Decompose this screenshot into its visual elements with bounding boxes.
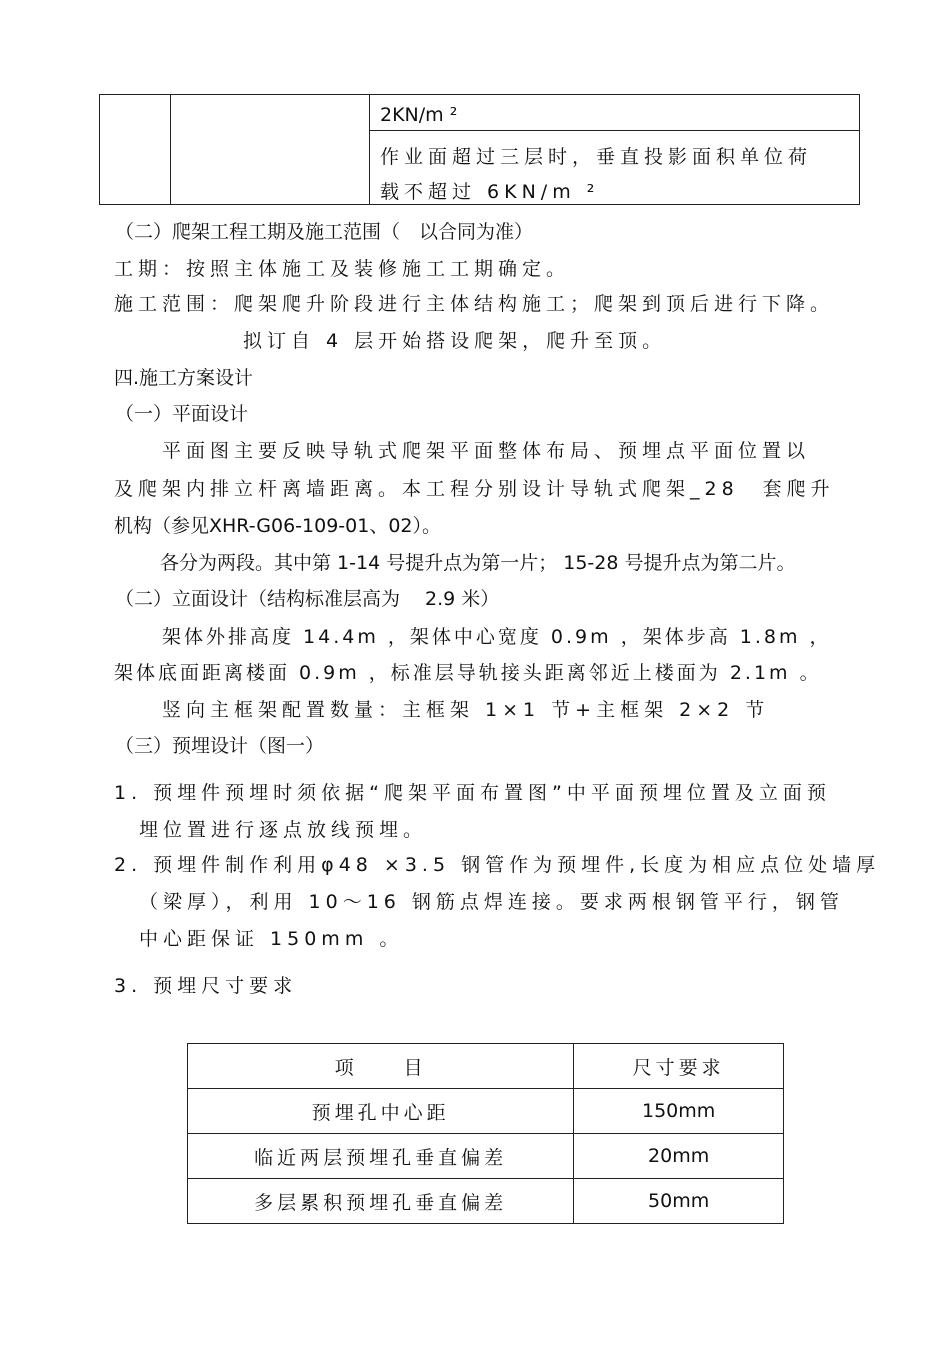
section-heading-design: 四.施工方案设计	[114, 367, 254, 389]
embed-design-heading: （三）预埋设计（图一）	[115, 735, 325, 757]
table-border-left	[99, 94, 100, 205]
table-border-bottom	[99, 204, 860, 205]
embed-item2-line2: （梁厚），利用 10～16 钢筋点焊连接。要求两根钢管平行，钢管	[139, 891, 844, 913]
embed-item1-line2: 埋位置进行逐点放线预埋。	[139, 819, 428, 841]
header-requirement: 尺寸要求	[574, 1044, 784, 1089]
table-divider-1	[170, 94, 171, 205]
table-header-row	[188, 1044, 784, 1089]
table-row	[188, 1089, 784, 1134]
table-border-right	[859, 94, 860, 205]
plan-design-para-line1: 平面图主要反映导轨式爬架平面整体布局、预埋点平面位置以	[162, 440, 811, 462]
embed-item3: 3. 预埋尺寸要求	[114, 975, 298, 997]
embed-item2-line1: 2. 预埋件制作利用φ48 ×3.5 钢管作为预埋件,长度为相应点位处墙厚	[114, 854, 881, 876]
plan-design-heading: （一）平面设计	[115, 403, 249, 425]
elevation-para-line2: 架体底面距离楼面 0.9m ，标准层导轨接头距离邻近上楼面为 2.1m 。	[114, 662, 822, 684]
table-row	[188, 1179, 784, 1224]
scope-text-line1: 施工范围：爬架爬升阶段进行主体结构施工；爬架到顶后进行下降。	[114, 293, 835, 315]
dimension-requirements-table	[187, 1043, 784, 1224]
schedule-text: 工期：按照主体施工及装修施工工期确定。	[114, 258, 571, 280]
row-item: 预埋孔中心距	[188, 1089, 574, 1134]
header-item: 项 目	[188, 1044, 574, 1089]
plan-design-para-line3: 机构（参见XHR-G06-109-01、02）。	[114, 515, 442, 537]
table-border-top	[99, 94, 860, 95]
table-row-divider	[369, 130, 860, 131]
row-value: 20mm	[574, 1134, 784, 1179]
scope-text-line2: 拟订自 4 层开始搭设爬架，爬升至顶。	[243, 330, 667, 352]
elevation-design-heading: （二）立面设计（结构标准层高为 2.9 米）	[115, 588, 500, 610]
load-value-2-line2: 载不超过 6KN/m ²	[380, 181, 600, 203]
embed-item1-line1: 1. 预埋件预埋时须依据“爬架平面布置图”中平面预埋位置及立面预	[114, 782, 831, 804]
elevation-para-line1: 架体外排高度 14.4m ，架体中心宽度 0.9m ，架体步高 1.8m ，	[162, 626, 832, 648]
embed-item2-line3: 中心距保证 150mm 。	[139, 928, 404, 950]
row-item: 多层累积预埋孔垂直偏差	[188, 1179, 574, 1224]
elevation-para-line3: 竖向主框架配置数量：主框架 1×1 节+主框架 2×2 节	[162, 699, 770, 721]
table-divider-2	[369, 94, 370, 205]
plan-design-para-line4: 各分为两段。其中第 1-14 号提升点为第一片； 15-28 号提升点为第二片。	[160, 552, 796, 574]
table-row	[188, 1134, 784, 1179]
section-heading-schedule: （二）爬架工程工期及施工范围（ 以合同为准）	[115, 221, 534, 243]
load-value-1: 2KN/m ²	[380, 104, 458, 126]
plan-design-para-line2: 及爬架内排立杆离墙距离。本工程分别设计导轨式爬架_28 套爬升	[114, 478, 835, 500]
load-value-2-line1: 作业面超过三层时，垂直投影面积单位荷	[380, 146, 813, 168]
row-item: 临近两层预埋孔垂直偏差	[188, 1134, 574, 1179]
row-value: 150mm	[574, 1089, 784, 1134]
row-value: 50mm	[574, 1179, 784, 1224]
